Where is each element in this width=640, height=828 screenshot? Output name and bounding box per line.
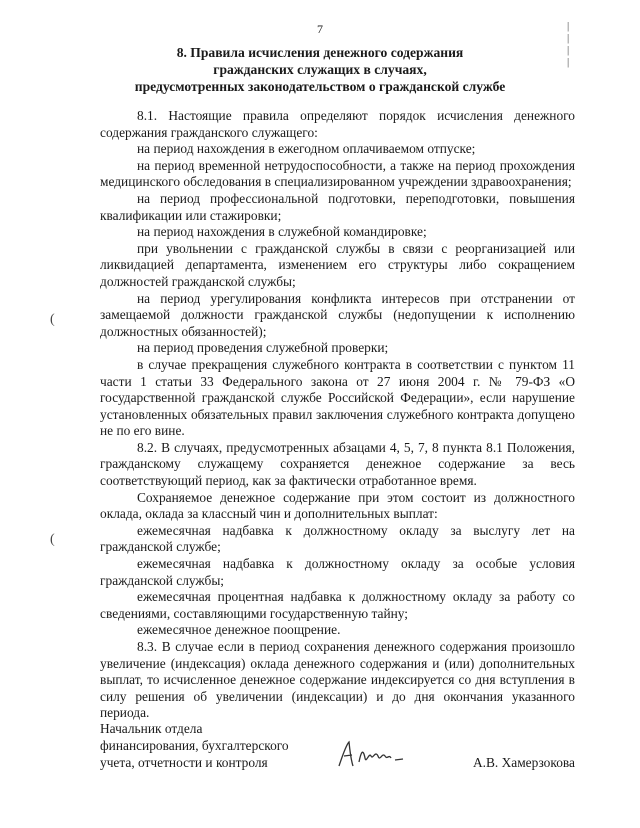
margin-mark: (: [50, 532, 55, 547]
section-heading: [95, 44, 545, 95]
paragraph: на период временной нетрудоспособности, а также на период прохождения медицинского обследования в специализированном учреждении здравоохранения;: [100, 157, 575, 190]
paragraph: при увольнении с гражданской службы в связи с реорганизацией или ликвидацией департамента, изменением его структуры либо сокращением должностей гражданской службы;: [100, 240, 575, 289]
margin-mark: (: [50, 312, 55, 327]
heading-line: 8. Правила исчисления денежного содержания: [176, 45, 464, 60]
document-body: [100, 108, 575, 722]
paragraph: на период профессиональной подготовки, переподготовки, повышения квалификации или стажировки;: [100, 190, 575, 223]
paragraph: на период нахождения в служебной командировке;: [137, 224, 427, 240]
paragraph: Сохраняемое денежное содержание при этом состоит из должностного оклада, оклада за классный чин и дополнительных выплат:: [100, 489, 575, 522]
signer-title: [100, 720, 289, 771]
paragraph: 8.1. Настоящие правила определяют порядок исчисления денежного содержания гражданского служащего:: [100, 108, 575, 140]
paragraph: ежемесячное денежное поощрение.: [137, 622, 341, 638]
signer-name: А.В. Хамерзокова: [472, 755, 575, 770]
paragraph: 8.2. В случаях, предусмотренных абзацами 4, 5, 7, 8 пункта 8.1 Положения, гражданскому служащему сохраняется денежное содержание за весь соответствующий период, как за фактически отработанное время.: [100, 439, 575, 489]
paragraph: ежемесячная процентная надбавка к должностному окладу за работу со сведениями, составляющими государственную тайну;: [100, 589, 575, 621]
paragraph: ежемесячная надбавка к должностному окладу за выслугу лет на гражданской службе;: [100, 522, 575, 555]
page-number: 7: [317, 22, 323, 36]
paragraph: ежемесячная надбавка к должностному окладу за особые условия гражданской службы;: [100, 556, 575, 588]
paragraph: в случае прекращения служебного контракта в соответствии с пунктом 11 части 1 статьи 33 Федерального закона от 27 июня 2004 г. № 79-ФЗ «О государственной гражданской службе Российской Федерации», если нарушение установленных обязательных правил заключения служебного контракта допущено не по его вине.: [100, 356, 575, 439]
paragraph: на период проведения служебной проверки;: [137, 340, 389, 356]
handwritten-signature: [335, 738, 415, 772]
edge-mark: | | | |: [567, 20, 570, 68]
signer-title-line: финансирования, бухгалтерского: [100, 738, 289, 753]
heading-line: гражданских служащих в случаях,: [213, 62, 427, 77]
signer-title-line: Начальник отдела: [100, 721, 203, 736]
heading-line: предусмотренных законодательством о гражданской службе: [134, 79, 506, 94]
paragraph: на период урегулирования конфликта интересов при отстранении от замещаемой должности гражданской службы (недопущении к исполнению должностных обязанностей);: [100, 290, 575, 339]
paragraph: 8.3. В случае если в период сохранения денежного содержания произошло увеличение (индексация) оклада денежного содержания и (или) дополнительных выплат, то исчисленное денежное содержание индексируется со дня вступления в силу решения об увеличении (индексации) и до дня окончания указанного периода.: [100, 639, 575, 721]
signer-title-line: учета, отчетности и контроля: [100, 755, 268, 770]
signature-block: [100, 720, 575, 780]
paragraph: на период нахождения в ежегодном оплачиваемом отпуске;: [137, 141, 476, 157]
